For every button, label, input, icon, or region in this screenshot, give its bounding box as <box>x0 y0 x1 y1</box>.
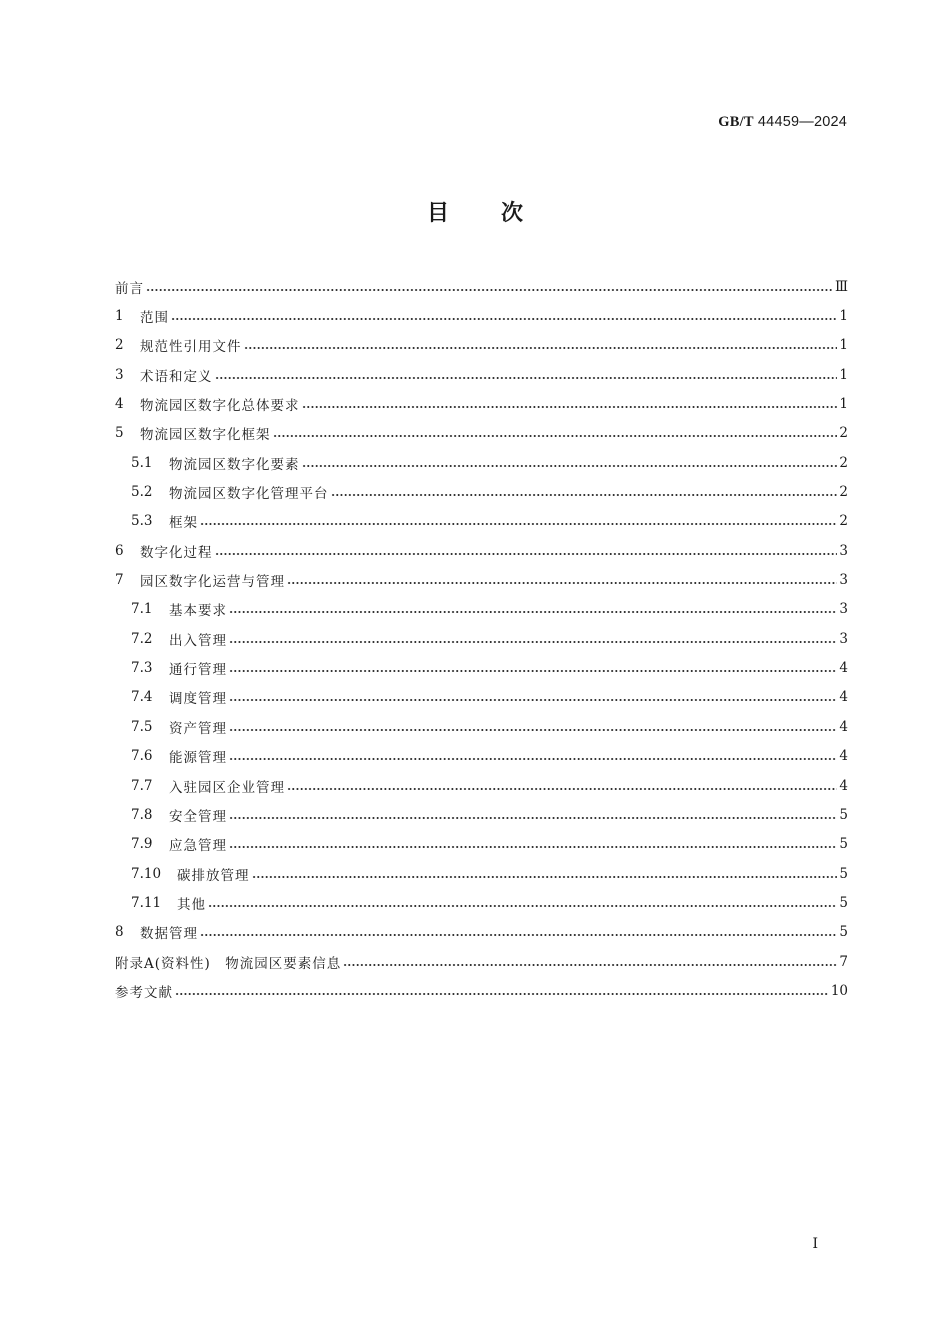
dot-leader <box>229 817 837 819</box>
dot-leader <box>229 846 837 848</box>
toc-entry-page: 3 <box>839 542 848 559</box>
toc-entry-label: 物流园区数字化管理平台 <box>169 486 329 503</box>
toc-entry-page: 5 <box>839 865 848 882</box>
dot-leader <box>302 406 838 408</box>
dot-leader <box>229 641 837 643</box>
standard-code <box>718 114 847 131</box>
dot-leader <box>208 905 837 907</box>
toc-entry-label: 应急管理 <box>169 838 227 855</box>
toc-entry-label: 碳排放管理 <box>177 867 250 884</box>
toc-entry-number: 7.5 <box>131 718 153 735</box>
toc-entry-page: 7 <box>839 953 848 970</box>
dot-leader <box>302 465 838 467</box>
toc-entry-label: 出入管理 <box>169 632 227 649</box>
toc-entry-number: 5.1 <box>131 454 153 471</box>
toc-entry-page: 2 <box>839 513 848 530</box>
toc-entry-label: 物流园区数字化框架 <box>140 427 271 444</box>
toc-entry-number: 7.1 <box>131 601 153 618</box>
toc-entry-foreword[interactable] <box>115 272 848 301</box>
dot-leader <box>229 611 837 613</box>
toc-entry-7-10[interactable] <box>115 859 848 888</box>
toc-entry-page: 3 <box>839 572 848 589</box>
toc-entry-label: 安全管理 <box>169 808 227 825</box>
toc-entry-page: 5 <box>839 894 848 911</box>
toc-entry-page: 1 <box>839 337 848 354</box>
toc-entry-7-8[interactable] <box>115 800 848 829</box>
toc-entry-7-11[interactable] <box>115 888 848 917</box>
toc-entry-label: 参考文献 <box>115 984 173 1001</box>
toc-entry-number: 5 <box>115 425 124 442</box>
dot-leader <box>175 993 829 995</box>
toc-entry-label: 规范性引用文件 <box>140 339 242 356</box>
toc-entry-number: 6 <box>115 542 124 559</box>
toc-entry-label: 资产管理 <box>169 720 227 737</box>
toc-entry-number: 7.11 <box>131 894 162 911</box>
toc-entry-number: 7 <box>115 572 124 589</box>
toc-entry-label: 术语和定义 <box>140 368 213 385</box>
toc-entry-7-1[interactable] <box>115 595 848 624</box>
toc-entry-5[interactable] <box>115 419 848 448</box>
toc-entry-label: 前言 <box>115 280 144 297</box>
toc-entry-label: 基本要求 <box>169 603 227 620</box>
dot-leader <box>287 582 837 584</box>
toc-entry-label: 调度管理 <box>169 691 227 708</box>
toc-entry-page: 4 <box>839 689 848 706</box>
toc-entry-number: 7.2 <box>131 630 153 647</box>
toc-entry-appendix-a[interactable] <box>115 947 848 976</box>
toc-entry-page: 4 <box>839 777 848 794</box>
dot-leader <box>331 494 838 496</box>
toc-entry-7-7[interactable] <box>115 771 848 800</box>
page-number: I <box>812 1236 818 1252</box>
table-of-contents <box>115 272 848 1006</box>
toc-entry-label: 范围 <box>140 310 169 327</box>
dot-leader <box>215 377 838 379</box>
toc-entry-label: 物流园区数字化总体要求 <box>140 398 300 415</box>
toc-entry-page: 2 <box>839 425 848 442</box>
dot-leader <box>171 318 837 320</box>
toc-entry-page: 1 <box>839 308 848 325</box>
toc-entry-label: 园区数字化运营与管理 <box>140 574 285 591</box>
toc-entry-6[interactable] <box>115 536 848 565</box>
toc-entry-1[interactable] <box>115 301 848 330</box>
dot-leader <box>343 964 837 966</box>
toc-entry-5-1[interactable] <box>115 448 848 477</box>
toc-entry-page: 4 <box>839 748 848 765</box>
dot-leader <box>273 435 838 437</box>
toc-entry-5-3[interactable] <box>115 507 848 536</box>
toc-entry-number: 5.2 <box>131 484 153 501</box>
toc-entry-page: 5 <box>839 924 848 941</box>
standard-number: 44459—2024 <box>757 114 847 130</box>
toc-entry-5-2[interactable] <box>115 477 848 506</box>
dot-leader <box>244 347 838 349</box>
toc-entry-number: 7.3 <box>131 660 153 677</box>
toc-entry-page: 2 <box>839 484 848 501</box>
toc-entry-label: 数字化过程 <box>140 544 213 561</box>
toc-entry-page: 3 <box>839 601 848 618</box>
toc-entry-number: 5.3 <box>131 513 153 530</box>
dot-leader <box>146 289 833 291</box>
toc-entry-page: 1 <box>839 366 848 383</box>
toc-entry-label: 框架 <box>169 515 198 532</box>
toc-entry-page: 4 <box>839 718 848 735</box>
standard-prefix: GB/T <box>718 114 754 130</box>
page-title: 目次 <box>426 201 575 226</box>
dot-leader <box>229 670 837 672</box>
toc-entry-page: 10 <box>830 982 848 999</box>
toc-entry-label: 数据管理 <box>140 926 198 943</box>
toc-entry-label: 物流园区数字化要素 <box>169 456 300 473</box>
toc-entry-number: 4 <box>115 396 124 413</box>
dot-leader <box>229 758 837 760</box>
toc-entry-page: 2 <box>839 454 848 471</box>
toc-entry-page: 5 <box>839 806 848 823</box>
toc-entry-7[interactable] <box>115 565 848 594</box>
toc-entry-number: 7.8 <box>131 806 153 823</box>
toc-entry-label: 其他 <box>177 896 206 913</box>
toc-entry-7-3[interactable] <box>115 653 848 682</box>
toc-entry-7-6[interactable] <box>115 742 848 771</box>
toc-entry-label: 通行管理 <box>169 662 227 679</box>
toc-entry-number: 7.9 <box>131 836 153 853</box>
toc-entry-page: 4 <box>839 660 848 677</box>
toc-entry-bibliography[interactable] <box>115 976 848 1005</box>
dot-leader <box>229 729 837 731</box>
toc-entry-number: 7.4 <box>131 689 153 706</box>
toc-entry-number: 7.6 <box>131 748 153 765</box>
toc-entry-number: 1 <box>115 308 124 325</box>
toc-entry-page: Ⅲ <box>834 278 848 295</box>
toc-entry-8[interactable] <box>115 918 848 947</box>
toc-entry-number: 2 <box>115 337 124 354</box>
toc-entry-page: 3 <box>839 630 848 647</box>
toc-entry-7-4[interactable] <box>115 683 848 712</box>
toc-entry-page: 1 <box>839 396 848 413</box>
toc-entry-4[interactable] <box>115 389 848 418</box>
toc-entry-3[interactable] <box>115 360 848 389</box>
toc-entry-7-9[interactable] <box>115 830 848 859</box>
toc-entry-label: 入驻园区企业管理 <box>169 779 285 796</box>
toc-entry-label: 附录A(资料性) 物流园区要素信息 <box>115 955 342 972</box>
dot-leader <box>229 699 837 701</box>
toc-entry-7-2[interactable] <box>115 624 848 653</box>
toc-entry-number: 7.10 <box>131 865 162 882</box>
toc-entry-page: 5 <box>839 836 848 853</box>
dot-leader <box>287 788 837 790</box>
toc-entry-2[interactable] <box>115 331 848 360</box>
toc-entry-7-5[interactable] <box>115 712 848 741</box>
dot-leader <box>200 523 837 525</box>
toc-entry-number: 7.7 <box>131 777 153 794</box>
dot-leader <box>215 553 838 555</box>
toc-entry-number: 8 <box>115 924 124 941</box>
dot-leader <box>200 934 837 936</box>
dot-leader <box>252 876 838 878</box>
toc-entry-label: 能源管理 <box>169 750 227 767</box>
toc-entry-number: 3 <box>115 366 124 383</box>
